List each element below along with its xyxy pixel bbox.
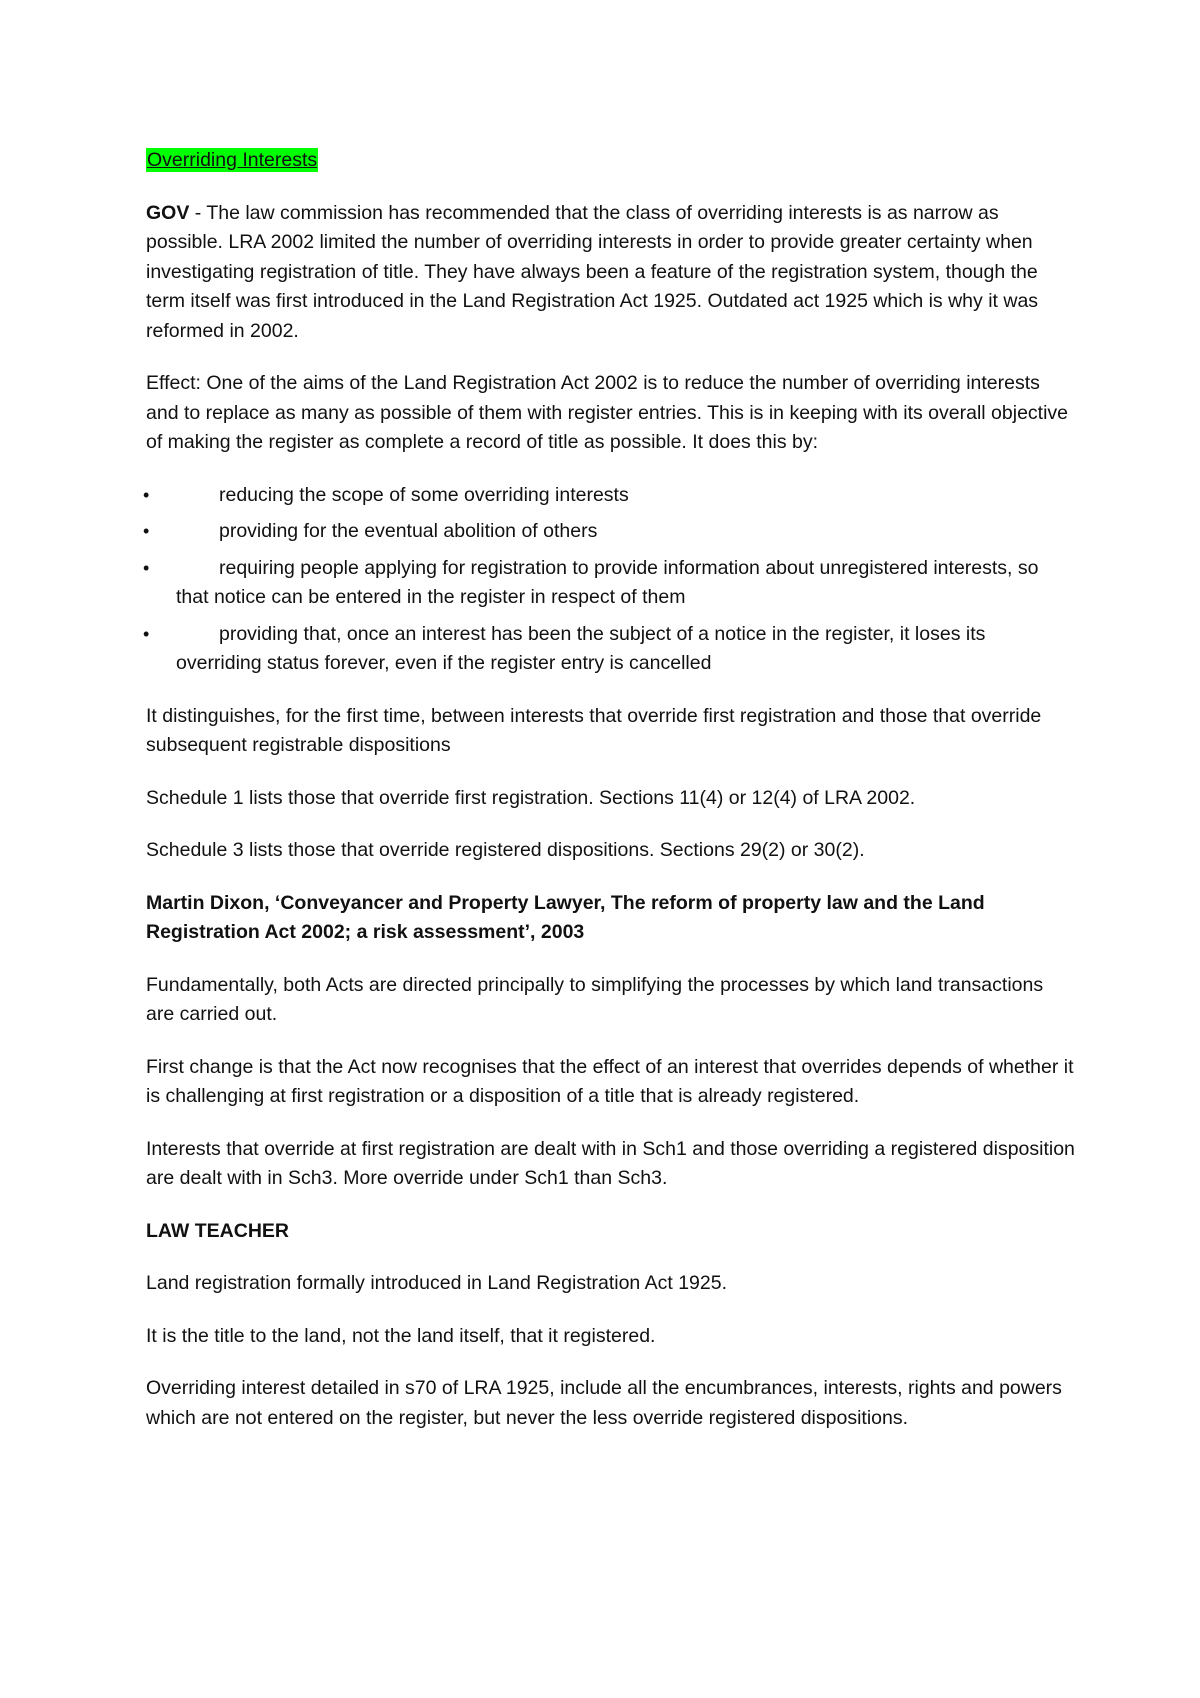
bullet-icon: • — [143, 521, 150, 541]
gov-label: GOV — [146, 201, 190, 224]
land-registration-paragraph: Land registration formally introduced in Land Registration Act 1925. — [146, 1272, 728, 1294]
citation-heading: Martin Dixon, ‘Conveyancer and Property Lawyer, The reform of property law and the Land Registration Act 2002; a risk assessment’, 2003 — [146, 891, 985, 943]
schedule-3-paragraph: Schedule 3 lists those that override registered dispositions. Sections 29(2) or 30(2). — [146, 839, 865, 861]
distinguishes-paragraph: It distinguishes, for the first time, between interests that override first registration and those that override subsequent registrable dispositions — [146, 704, 1042, 756]
list-item — [143, 481, 1076, 511]
first-change-paragraph: First change is that the Act now recognises that the effect of an interest that overrides depends of whether it is challenging at first registration or a disposition of a title that is already registered. — [146, 1055, 1074, 1107]
gov-paragraph — [146, 199, 1076, 347]
document-body — [143, 146, 1076, 1456]
schedule-1-paragraph: Schedule 1 lists those that override first registration. Sections 11(4) or 12(4) of LRA 2002. — [146, 786, 916, 809]
list-item-text: providing for the eventual abolition of others — [219, 520, 598, 542]
fundamentally-paragraph: Fundamentally, both Acts are directed principally to simplifying the processes by which land transactions are carried out. — [146, 973, 1044, 1025]
heading-paragraph — [146, 146, 1076, 176]
list-item — [143, 554, 1076, 613]
list-item-text: providing that, once an interest has been the subject of a notice in the register, it loses its overriding status forever, even if the register entry is cancelled — [176, 622, 986, 674]
interests-schedule-paragraph: Interests that override at first registration are dealt with in Sch1 and those overriding a registered disposition are dealt with in Sch3. More override under Sch1 than Sch3. — [146, 1137, 1075, 1189]
bullet-icon: • — [143, 623, 150, 644]
list-item-text: reducing the scope of some overriding interests — [219, 483, 629, 506]
list-item — [143, 517, 1076, 547]
bullet-icon: • — [143, 557, 150, 578]
effect-bullet-list — [143, 481, 1076, 679]
s70-paragraph: Overriding interest detailed in s70 of LRA 1925, include all the encumbrances, interests, rights and powers which are not entered on the register, but never the less override registered dispositions. — [146, 1377, 1062, 1429]
bullet-icon: • — [143, 484, 150, 505]
list-item-text: requiring people applying for registration to provide information about unregistered interests, so that notice can be entered in the register in respect of them — [176, 556, 1039, 608]
effect-paragraph: Effect: One of the aims of the Land Registration Act 2002 is to reduce the number of overriding interests and to replace as many as possible of them with register entries. This is in keeping with its overall objective of making the register as complete a record of title as possible. It does this by: — [146, 372, 1069, 453]
title-to-land-paragraph: It is the title to the land, not the land itself, that it registered. — [146, 1324, 656, 1347]
gov-text: - The law commission has recommended that the class of overriding interests is as narrow as possible. LRA 2002 limited the number of overriding interests in order to provide greater certainty when investigating registration of title. They have always been a feature of the registration system, though the term itself was first introduced in the Land Registration Act 1925. Outdated act 1925 which is why it was reformed in 2002. — [146, 201, 1039, 342]
list-item — [143, 620, 1076, 679]
law-teacher-heading: LAW TEACHER — [146, 1219, 289, 1242]
page-title: Overriding Interests — [147, 149, 318, 171]
